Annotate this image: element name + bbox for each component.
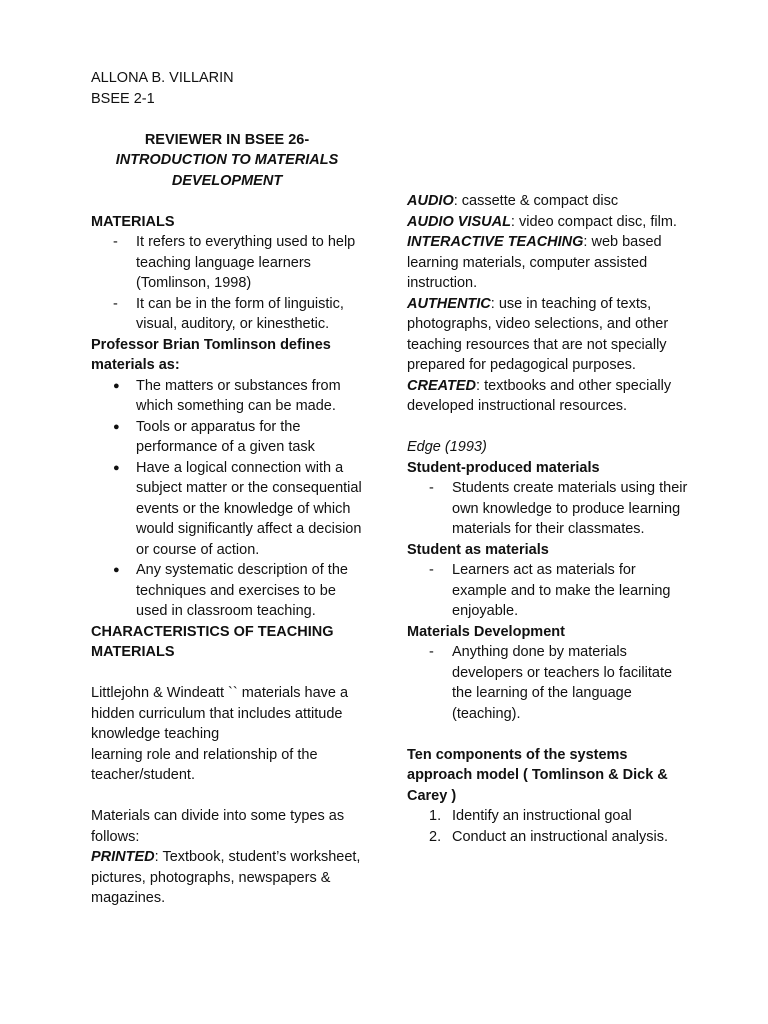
tomlinson-heading: Professor Brian Tomlinson defines materials as: [91,336,331,373]
tomlinson-list [91,376,363,622]
right-column [407,191,689,847]
type-label: AUTHENTIC [407,295,491,312]
author-section: BSEE 2-1 [91,90,155,107]
list-item [91,560,363,622]
types-intro: Materials can divide into some types as follows: [91,808,345,845]
dash-marker: - [429,644,434,660]
type-description: : video compact disc, film. [510,213,677,230]
student-produced-list [407,478,689,540]
list-item [407,806,689,827]
list-item-text: Students create materials using their own knowledge to produce learning materials for their classmates. [452,480,688,537]
characteristics-paragraph-continued: learning role and relationship of the teacher/student. [91,746,318,783]
spacer [407,724,689,745]
characteristics-heading: CHARACTERISTICS OF TEACHING MATERIALS [91,623,334,660]
student-produced-heading: Student-produced materials [407,459,600,476]
document-title: REVIEWER IN BSEE 26- [144,131,310,148]
dash-marker: - [113,234,118,250]
spacer [91,663,363,684]
type-audio-visual [407,212,689,233]
list-item [407,827,689,848]
type-label: AUDIO [407,193,454,209]
type-description: : Textbook, student’s worksheet, pictures, photographs, newspapers & magazines. [91,849,361,906]
type-audio [407,191,689,212]
document-subtitle: INTRODUCTION TO MATERIALS DEVELOPMENT [115,152,339,189]
list-item [91,294,363,335]
type-interactive [407,232,689,294]
student-as-materials-heading: Student as materials [407,541,549,558]
list-item [91,232,363,294]
list-item [407,642,689,724]
spacer [407,417,689,438]
list-item-text: Identify an instructional goal [452,808,632,824]
bullet-icon: ● [113,420,120,433]
dash-marker: - [429,480,434,496]
type-created [407,376,689,417]
systems-approach-heading: Ten components of the systems approach model ( Tomlinson & Dick & Carey ) [407,746,668,804]
type-printed [91,847,363,909]
type-description: : textbooks and other specially developed instructional resources. [407,377,672,414]
list-item-text: Have a logical connection with a subject matter or the consequential events or the knowledge of which would significantly affect a decision or course of action. [136,459,362,558]
list-item-text: Tools or apparatus for the performance of a given task [136,418,315,455]
type-label: INTERACTIVE TEACHING [407,234,584,250]
list-item [91,458,363,561]
list-item [91,376,363,417]
type-label: CREATED [407,377,477,394]
spacer [91,191,363,212]
spacer [91,109,363,130]
list-item-text: Learners act as materials for example and to make the learning enjoyable. [452,562,671,619]
author-name: ALLONA B. VILLARIN [91,70,234,86]
list-item-text: It can be in the form of linguistic, visual, auditory, or kinesthetic. [136,295,344,332]
materials-development-list [407,642,689,724]
list-item [407,478,689,540]
dash-marker: - [113,295,118,312]
list-item-text: It refers to everything used to help teaching language learners (Tomlinson, 1998) [136,234,356,291]
materials-development-heading: Materials Development [407,623,565,640]
list-item-text: Conduct an instructional analysis. [452,828,669,845]
list-item-text: Any systematic description of the techniques and exercises to be used in classroom teaching. [136,562,348,619]
student-as-materials-list [407,560,689,622]
list-item [91,417,363,458]
type-description: : web based learning materials, computer assisted instruction. [407,234,662,291]
list-item [407,560,689,622]
list-number: 2. [429,828,442,845]
bullet-icon: ● [113,379,120,392]
type-authentic [407,294,689,376]
type-description: : use in teaching of texts, photographs, video selections, and other teaching resources that are not specially prepared for pedagogical purposes. [407,295,669,373]
systems-approach-list [407,806,689,847]
list-item-text: Anything done by materials developers or teachers lo facilitate the learning of the language (teaching). [452,644,673,722]
edge-citation: Edge (1993) [407,439,487,455]
materials-heading: MATERIALS [91,213,175,230]
dash-marker: - [429,562,434,578]
bullet-icon: ● [113,461,120,474]
left-column [91,68,363,909]
materials-list [91,232,363,335]
type-description: : cassette & compact disc [453,193,619,209]
type-label: AUDIO VISUAL [407,213,511,230]
bullet-icon: ● [113,564,120,576]
type-label: PRINTED [91,849,155,865]
spacer [91,786,363,807]
list-number: 1. [429,808,442,824]
list-item-text: The matters or substances from which something can be made. [136,377,341,414]
characteristics-paragraph: Littlejohn & Windeatt `` materials have a hidden curriculum that includes attitude knowledge teaching [91,685,349,742]
